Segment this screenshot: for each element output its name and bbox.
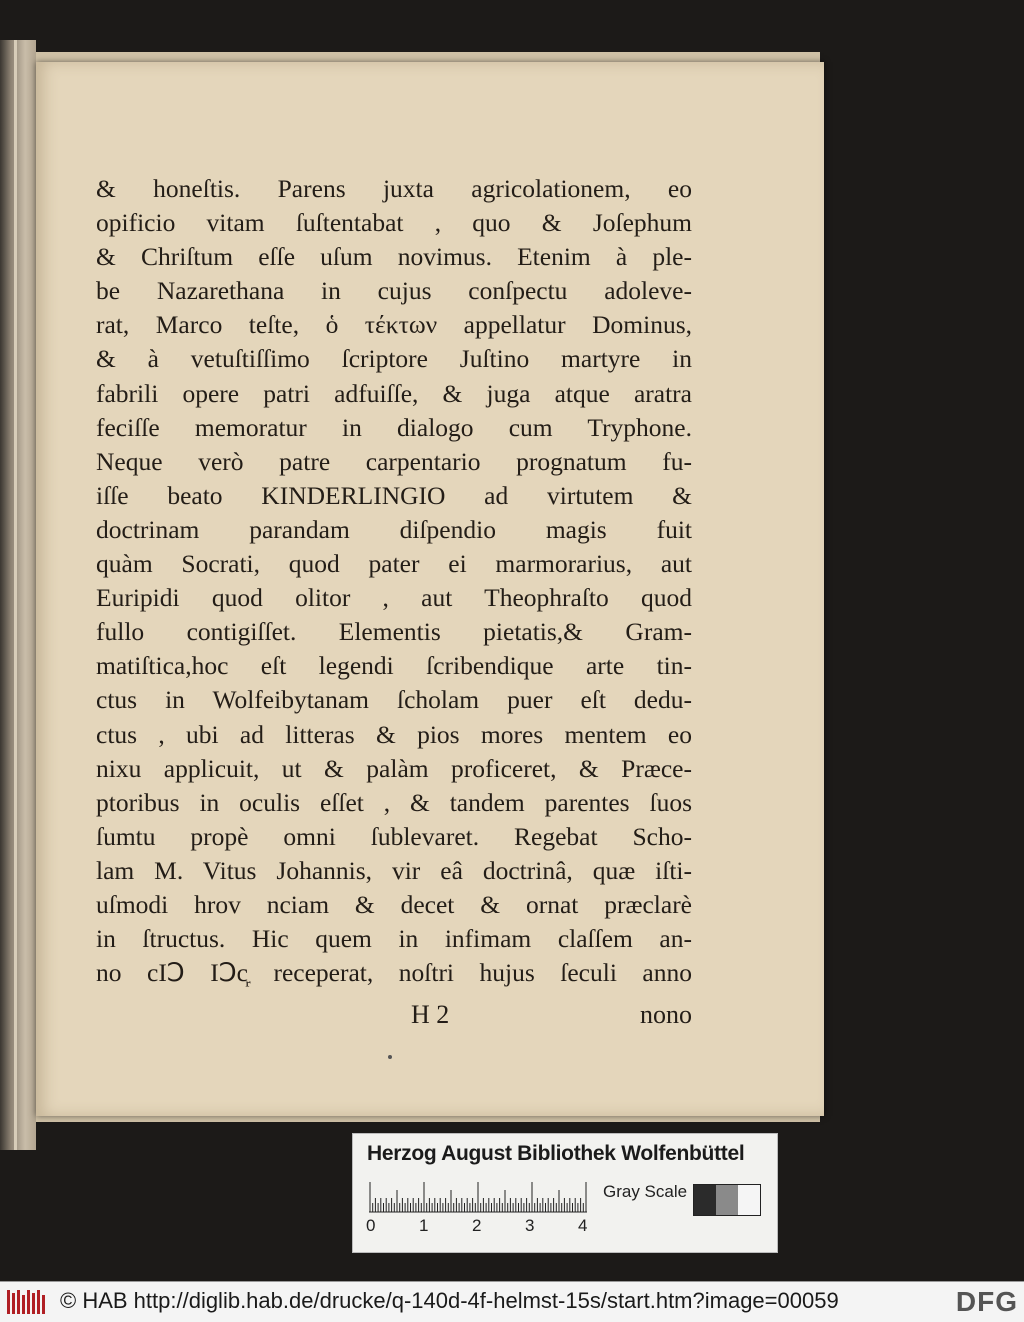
ruler-number: 3 [525,1216,535,1235]
page-footer-line [96,1000,692,1034]
gray-swatch [738,1185,760,1215]
text-line: no cIↃ IↃc᷊ receperat, noſtri hujus ſeculi anno [96,958,692,988]
text-line: fullo contigiſſet. Elementis pietatis,& Gram- [96,617,692,647]
facing-page-edge [0,40,36,1150]
text-line: iſſe beato KINDERLINGIO ad virtutem & [96,480,692,510]
gray-swatch [694,1185,716,1215]
text-line: ſumtu propè omni ſublevaret. Regebat Scho- [96,821,692,851]
text-line: ptoribus in oculis eſſet , & tandem parentes ſuos [96,787,692,817]
signature-mark: H 2 [411,1000,450,1029]
ruler-number: 4 [578,1216,588,1235]
text-line: ctus , ubi ad litteras & pios mores mentem eo [96,719,692,749]
color-calibration-card [352,1133,778,1253]
hab-logo-icon [6,1288,48,1316]
text-line: fabrili opere patri adfuiſſe, & juga atque aratra [96,378,692,408]
text-line: ctus in Wolfeibytanam ſcholam puer eſt dedu- [96,685,692,715]
text-line: opificio vitam ſuſtentabat , quo & Joſephum [96,208,692,238]
scale-ruler [369,1181,587,1213]
gray-swatch [716,1185,738,1215]
ink-speck [388,1055,392,1059]
text-line: matiſtica,hoc eſt legendi ſcribendique arte tin- [96,651,692,681]
text-line: uſmodi hrov nciam & decet & ornat præclarè [96,889,692,919]
text-line: doctrinam parandam diſpendio magis fuit [96,514,692,544]
text-line: Euripidi quod olitor , aut Theophraſto quod [96,583,692,613]
text-line: in ſtructus. Hic quem in infimam claſſem an- [96,924,692,954]
text-line: rat, Marco teſte, ὁ τέκτων appellatur Dominus, [96,310,692,340]
text-line: quàm Socrati, quod pater ei marmorarius, aut [96,549,692,579]
text-line: be Nazarethana in cujus conſpectu adoleve- [96,276,692,306]
text-line: & honeſtis. Parens juxta agricolationem, eo [96,174,692,203]
text-line: Neque verò patre carpentario prognatum fu- [96,446,692,476]
library-name: Herzog August Bibliothek Wolfenbüttel [367,1142,745,1165]
catchword: nono [640,1000,692,1029]
text-line: lam M. Vitus Johannis, vir eâ doctrinâ, quæ iſti- [96,855,692,885]
text-line: & Chriſtum eſſe uſum novimus. Etenim à ple- [96,242,692,272]
dfg-logo: DFG [955,1286,1018,1317]
text-line: nixu applicuit, ut & palàm proficeret, & Præce- [96,753,692,783]
text-line: feciſſe memoratur in dialogo cum Tryphone. [96,412,692,442]
text-line: & à vetuſtiſſimo ſcriptore Juſtino martyre in [96,344,692,374]
footer-bar [0,1281,1024,1322]
gray-scale-label: Gray Scale [603,1182,688,1201]
copyright-url[interactable]: © HAB http://diglib.hab.de/drucke/q-140d-4f-helmst-15s/start.htm?image=00059 [60,1288,839,1313]
page-text [96,172,692,990]
ruler-number: 1 [419,1216,429,1235]
facing-page-fold [14,40,17,1150]
gray-scale-swatches [693,1184,761,1216]
ruler-number: 2 [472,1216,482,1235]
book-page [36,62,824,1116]
ruler-number: 0 [366,1216,376,1235]
